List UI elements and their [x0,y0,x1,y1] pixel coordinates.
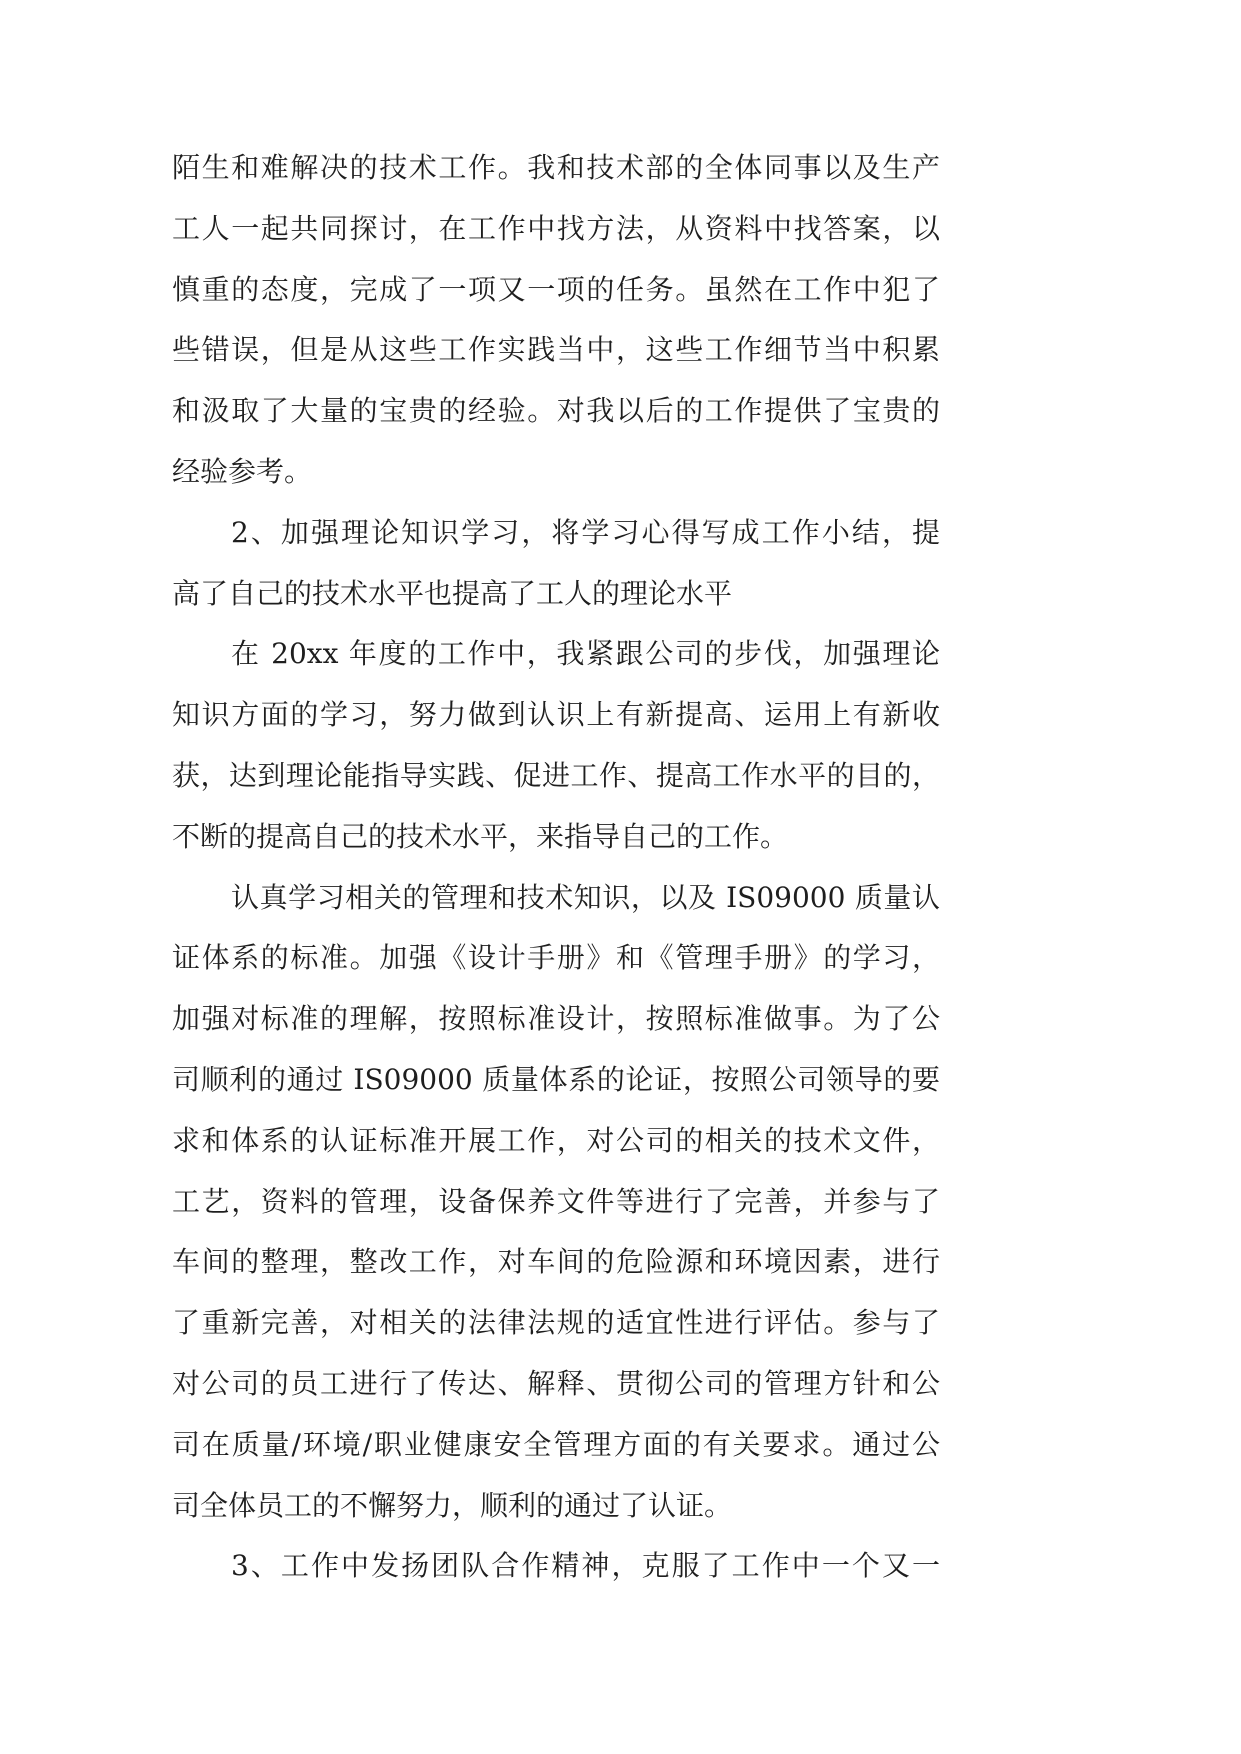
text-line: 司顺利的通过 IS09000 质量体系的论证，按照公司领导的要 [172,1062,940,1096]
text-line: 慎重的态度，完成了一项又一项的任务。虽然在工作中犯了 [172,272,940,306]
paragraph-iso-certification [172,868,940,1537]
text-line: 证体系的标准。加强《设计手册》和《管理手册》的学习， [172,941,940,975]
text-line: 求和体系的认证标准开展工作，对公司的相关的技术文件， [172,1123,940,1157]
heading-line: 2、加强理论知识学习，将学习心得写成工作小结，提 [231,515,940,549]
text-line: 了重新完善，对相关的法律法规的适宜性进行评估。参与了 [172,1306,940,1340]
section-heading-2 [172,503,940,625]
text-line: 陌生和难解决的技术工作。我和技术部的全体同事以及生产 [172,151,940,184]
text-line: 和汲取了大量的宝贵的经验。对我以后的工作提供了宝贵的 [172,394,940,428]
text-line: 车间的整理，整改工作，对车间的危险源和环境因素，进行 [172,1245,940,1279]
document-body [172,138,940,1597]
text-line: 经验参考。 [172,454,313,488]
text-line: 工人一起共同探讨，在工作中找方法，从资料中找答案，以 [172,211,940,245]
heading-line: 3、工作中发扬团队合作精神，克服了工作中一个又一 [231,1549,940,1583]
text-line: 不断的提高自己的技术水平，来指导自己的工作。 [172,819,789,853]
text-line: 加强对标准的理解，按照标准设计，按照标准做事。为了公 [172,1002,940,1036]
text-line: 司在质量/环境/职业健康安全管理方面的有关要求。通过公 [172,1427,940,1461]
text-line: 对公司的员工进行了传达、解释、贯彻公司的管理方针和公 [172,1366,940,1400]
heading-line: 高了自己的技术水平也提高了工人的理论水平 [172,576,733,610]
paragraph-work-experience [172,138,940,503]
section-heading-3 [172,1536,940,1597]
text-line: 认真学习相关的管理和技术知识，以及 IS09000 质量认 [231,880,940,914]
text-line: 获，达到理论能指导实践、促进工作、提高工作水平的目的， [172,758,940,792]
text-line: 工艺，资料的管理，设备保养文件等进行了完善，并参与了 [172,1184,940,1218]
text-line: 些错误，但是从这些工作实践当中，这些工作细节当中积累 [172,333,940,367]
text-line: 在 20xx 年度的工作中，我紧跟公司的步伐，加强理论 [231,637,940,671]
paragraph-theory-study [172,624,940,867]
text-line: 司全体员工的不懈努力，顺利的通过了认证。 [172,1488,733,1522]
text-line: 知识方面的学习，努力做到认识上有新提高、运用上有新收 [172,698,940,732]
